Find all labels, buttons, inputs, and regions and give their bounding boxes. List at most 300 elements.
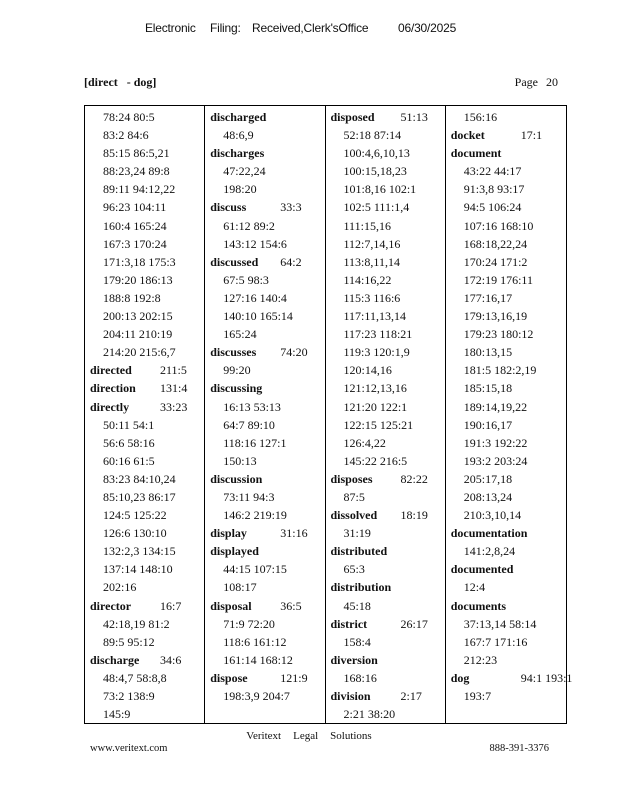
- index-entry-line: [451, 452, 566, 470]
- index-word: director: [90, 598, 132, 613]
- index-ref: 121:20 122:1: [343, 399, 408, 414]
- index-column-4: [446, 106, 573, 723]
- index-ref: 26:17: [400, 616, 428, 631]
- index-word: disposed: [330, 110, 375, 124]
- index-entry-line: [450, 669, 573, 687]
- index-word: discharge: [90, 652, 140, 667]
- index-entry-line: [451, 488, 566, 506]
- index-ref: 119:3 120:1,9: [343, 345, 410, 360]
- index-ref: 42:18,19 81:2: [103, 616, 170, 631]
- index-ref: 188:8 192:8: [103, 290, 161, 305]
- index-ref: 33:3: [280, 200, 302, 215]
- index-ref: 73:11 94:3: [223, 489, 275, 504]
- index-ref: 17:1: [520, 128, 543, 143]
- index-entry-line: [451, 398, 566, 416]
- index-entry-line: [90, 325, 204, 343]
- index-word: distribution: [330, 580, 392, 595]
- index-entry-line: [331, 289, 445, 307]
- index-ref: 120:14,16: [343, 363, 392, 378]
- index-entry-line: [331, 198, 445, 216]
- index-entry: [210, 144, 324, 198]
- index-ref: 118:16 127:1: [223, 435, 287, 450]
- index-ref: 131:4: [160, 381, 188, 396]
- index-ref: 102:5 111:1,4: [343, 200, 410, 215]
- index-ref: 78:24 80:5: [103, 110, 155, 124]
- index-ref: 193:2 203:24: [463, 453, 528, 468]
- index-entry-line: [90, 615, 204, 633]
- index-entry-line: [451, 253, 566, 271]
- index-entry: [331, 687, 445, 723]
- index-entry-line: [90, 126, 204, 144]
- footer-company-3: Solutions: [330, 730, 372, 742]
- index-ref: 200:13 202:15: [103, 309, 173, 324]
- index-entry-line: [331, 488, 445, 506]
- index-ref: 43:22 44:17: [463, 164, 522, 179]
- index-entry-line: [210, 144, 324, 162]
- index-entry-line: [210, 217, 324, 235]
- index-ref: 44:15 107:15: [223, 562, 287, 577]
- index-ref: 193:7: [463, 689, 492, 703]
- index-entry-line: [90, 506, 204, 524]
- index-ref: 137:14 148:10: [103, 562, 173, 577]
- index-ref: 16:13 53:13: [223, 399, 281, 414]
- index-entry-line: [210, 361, 324, 379]
- index-ref: 190:16,17: [463, 417, 513, 432]
- index-ref: 37:13,14 58:14: [463, 616, 537, 631]
- index-entry-line: [90, 578, 204, 596]
- index-entry-line: [331, 271, 445, 289]
- index-entry: [210, 198, 324, 252]
- index-entry-line: [210, 325, 324, 343]
- index-ref: 48:4,7 58:8,8: [103, 670, 167, 685]
- index-entry-line: [210, 633, 324, 651]
- index-ref: 94:1 193:1: [520, 670, 573, 685]
- index-entry-line: [331, 687, 445, 705]
- index-entry-line: [331, 560, 445, 578]
- index-ref: 114:16,22: [343, 272, 392, 287]
- index-word: distributed: [330, 544, 388, 559]
- index-word: documented: [450, 562, 514, 577]
- index-ref: 181:5 182:2,19: [463, 363, 537, 378]
- index-entry-line: [210, 416, 324, 434]
- index-entry: [90, 379, 204, 397]
- index-entry-line: [90, 217, 204, 235]
- index-ref: 177:16,17: [463, 290, 513, 305]
- index-ref: 143:12 154:6: [223, 236, 287, 251]
- index-word: discussion: [210, 471, 263, 486]
- index-ref: 99:20: [223, 363, 251, 378]
- index-ref: 202:16: [103, 580, 137, 595]
- index-word: division: [330, 689, 371, 703]
- index-entry-line: [210, 235, 324, 253]
- index-entry-line: [210, 434, 324, 452]
- page-label: Page: [514, 75, 538, 89]
- index-entry-line: [451, 217, 566, 235]
- index-entry-line: [451, 162, 566, 180]
- index-entry-line: [451, 542, 566, 560]
- index-ref: 211:5: [160, 363, 187, 378]
- index-range: [direct - dog]: [84, 75, 157, 89]
- index-entry-line: [331, 144, 445, 162]
- index-ref: 115:3 116:6: [343, 290, 401, 305]
- index-entry: [451, 126, 566, 144]
- index-ref: 121:12,13,16: [343, 381, 407, 396]
- index-ref: 214:20 215:6,7: [103, 345, 176, 360]
- index-entry-line: [331, 434, 445, 452]
- index-ref: 100:15,18,23: [343, 164, 407, 179]
- index-entry-line: [331, 452, 445, 470]
- index-entry-line: [210, 452, 324, 470]
- index-entry-line: [331, 669, 445, 687]
- index-ref: 64:7 89:10: [223, 417, 275, 432]
- index-entry: [331, 651, 445, 687]
- index-entry: [331, 470, 445, 506]
- index-entry-line: [331, 235, 445, 253]
- index-entry: [210, 524, 324, 542]
- index-entry-line: [331, 542, 445, 560]
- index-word: discharged: [210, 110, 267, 124]
- index-entry-line: [331, 651, 445, 669]
- index-ref: 121:9: [280, 670, 308, 685]
- index-entry: [331, 578, 445, 614]
- index-entry-line: [210, 506, 324, 524]
- index-entry-line: [90, 560, 204, 578]
- index-ref: 161:14 168:12: [223, 652, 293, 667]
- index-ref: 150:13: [223, 453, 257, 468]
- index-ref: 65:3: [343, 562, 365, 577]
- index-entry: [90, 361, 204, 379]
- index-ref: 198:3,9 204:7: [223, 689, 290, 703]
- header-filing: Filing:: [210, 21, 241, 35]
- index-entry-line: [90, 198, 204, 216]
- index-entry: [210, 470, 324, 524]
- index-ref: 160:4 165:24: [103, 218, 167, 233]
- index-entry-line: [451, 325, 566, 343]
- word-index-table: [84, 105, 573, 724]
- footer-website: www.veritext.com: [90, 743, 168, 754]
- index-ref: 12:4: [463, 580, 486, 595]
- index-column-1: [85, 106, 205, 723]
- index-ref: 48:6,9: [223, 128, 254, 143]
- index-entry-line: [90, 687, 204, 705]
- index-ref: 89:5 95:12: [103, 634, 155, 649]
- index-word: documents: [450, 598, 507, 613]
- index-entry-line: [451, 126, 566, 144]
- index-entry: [210, 669, 324, 705]
- index-ref: 31:16: [280, 526, 308, 541]
- index-entry-line: [90, 651, 204, 669]
- index-entry: [331, 542, 445, 578]
- index-entry-line: [451, 651, 566, 669]
- index-entry: [90, 597, 204, 651]
- index-word: disposes: [330, 471, 373, 486]
- index-entry-line: [90, 705, 204, 723]
- index-entry-line: [210, 289, 324, 307]
- index-entry-line: [90, 452, 204, 470]
- index-entry: [451, 560, 566, 596]
- index-word: docket: [450, 128, 485, 143]
- index-entry-line: [331, 398, 445, 416]
- index-ref: 117:23 118:21: [343, 327, 413, 342]
- index-entry-line: [90, 307, 204, 325]
- index-word: dissolved: [330, 508, 378, 523]
- index-entry-line: [331, 361, 445, 379]
- index-entry-line: [90, 398, 204, 416]
- index-entry-line: [451, 289, 566, 307]
- index-entry-line: [451, 144, 566, 162]
- index-column-3: [326, 106, 446, 723]
- index-word: direction: [90, 381, 136, 396]
- index-ref: 179:23 180:12: [463, 327, 534, 342]
- index-entry-line: [210, 578, 324, 596]
- index-entry-line: [451, 108, 566, 126]
- index-ref: 88:23,24 89:8: [103, 164, 170, 179]
- index-entry: [331, 506, 445, 542]
- index-entry-line: [210, 343, 324, 361]
- index-entry-line: [210, 307, 324, 325]
- index-entry-line: [210, 379, 324, 397]
- index-ref: 85:10,23 86:17: [103, 489, 176, 504]
- index-entry-line: [90, 361, 204, 379]
- index-entry-line: [331, 325, 445, 343]
- index-entry: [450, 669, 573, 705]
- index-entry: [210, 542, 324, 596]
- index-entry-line: [451, 597, 566, 615]
- index-entry-line: [210, 253, 324, 271]
- index-entry-line: [210, 470, 324, 488]
- footer-company-2: Legal: [293, 730, 319, 742]
- index-ref: 165:24: [223, 327, 257, 342]
- index-ref: 127:16 140:4: [223, 290, 287, 305]
- index-ref: 51:13: [400, 110, 428, 124]
- index-entry-line: [451, 180, 566, 198]
- index-ref: 198:20: [223, 182, 257, 197]
- index-entry-line: [451, 235, 566, 253]
- index-entry-line: [331, 416, 445, 434]
- index-entry-line: [331, 253, 445, 271]
- index-entry-line: [90, 597, 204, 615]
- index-entry-line: [90, 235, 204, 253]
- index-entry-line: [331, 343, 445, 361]
- index-word: directed: [90, 363, 132, 378]
- index-entry-line: [451, 687, 566, 705]
- index-ref: 36:5: [280, 598, 302, 613]
- index-ref: 112:7,14,16: [343, 236, 401, 251]
- index-word: discuss: [210, 200, 247, 215]
- index-entry-line: [331, 705, 445, 723]
- index-ref: 85:15 86:5,21: [103, 146, 170, 161]
- index-entry-line: [90, 144, 204, 162]
- index-entry: [90, 108, 204, 361]
- index-ref: 117:11,13,14: [343, 309, 406, 324]
- index-ref: 170:24 171:2: [463, 254, 528, 269]
- index-entry-line: [90, 488, 204, 506]
- index-entry-line: [451, 307, 566, 325]
- index-ref: 71:9 72:20: [223, 616, 275, 631]
- index-ref: 31:19: [343, 526, 371, 541]
- index-entry-line: [90, 524, 204, 542]
- index-ref: 179:13,16,19: [463, 309, 528, 324]
- index-entry: [451, 524, 566, 560]
- index-entry-line: [451, 524, 566, 542]
- index-ref: 172:19 176:11: [463, 272, 533, 287]
- index-word: discharges: [210, 146, 265, 161]
- index-entry-line: [331, 307, 445, 325]
- index-entry-line: [210, 597, 324, 615]
- page-number: 20: [546, 75, 558, 89]
- index-ref: 61:12 89:2: [223, 218, 275, 233]
- index-ref: 168:18,22,24: [463, 236, 528, 251]
- index-entry-line: [210, 108, 324, 126]
- index-entry: [210, 253, 324, 343]
- index-ref: 189:14,19,22: [463, 399, 528, 414]
- index-word: dog: [450, 670, 470, 685]
- header-date: 06/30/2025: [398, 21, 457, 35]
- index-word: discussed: [210, 254, 259, 269]
- index-entry-line: [331, 379, 445, 397]
- index-entry-line: [210, 669, 324, 687]
- index-entry-line: [90, 180, 204, 198]
- index-entry-line: [210, 687, 324, 705]
- index-ref: 87:5: [343, 489, 365, 504]
- index-entry-line: [331, 578, 445, 596]
- index-ref: 156:16: [463, 110, 498, 124]
- index-entry: [90, 398, 204, 597]
- index-entry-line: [210, 398, 324, 416]
- index-entry-line: [210, 198, 324, 216]
- index-entry-line: [210, 271, 324, 289]
- index-entry-line: [210, 651, 324, 669]
- page-number-block: [515, 75, 558, 90]
- index-ref: 179:20 186:13: [103, 272, 173, 287]
- index-ref: 73:2 138:9: [103, 689, 155, 703]
- index-ref: 145:9: [103, 707, 131, 722]
- index-entry-line: [451, 198, 566, 216]
- index-ref: 52:18 87:14: [343, 128, 402, 143]
- index-entry-line: [210, 126, 324, 144]
- index-entry: [451, 144, 566, 524]
- index-ref: 50:11 54:1: [103, 417, 155, 432]
- index-ref: 96:23 104:11: [103, 200, 167, 215]
- index-column-2: [205, 106, 325, 723]
- index-ref: 126:6 130:10: [103, 526, 167, 541]
- index-word: discusses: [210, 345, 257, 360]
- index-entry-line: [210, 615, 324, 633]
- index-ref: 191:3 192:22: [463, 435, 528, 450]
- index-entry-line: [90, 289, 204, 307]
- index-entry-line: [90, 253, 204, 271]
- index-entry-line: [331, 180, 445, 198]
- index-ref: 107:16 168:10: [463, 218, 534, 233]
- index-ref: 208:13,24: [463, 489, 513, 504]
- index-word: displayed: [210, 544, 259, 559]
- index-entry-line: [90, 271, 204, 289]
- index-ref: 205:17,18: [463, 471, 513, 486]
- index-ref: 82:22: [400, 471, 428, 486]
- index-ref: 212:23: [463, 652, 498, 667]
- index-entry-line: [90, 542, 204, 560]
- index-ref: 83:23 84:10,24: [103, 471, 176, 486]
- index-ref: 2:21 38:20: [343, 707, 396, 722]
- index-entry-line: [90, 470, 204, 488]
- index-ref: 204:11 210:19: [103, 327, 173, 342]
- index-ref: 126:4,22: [343, 435, 386, 450]
- index-entry-line: [331, 217, 445, 235]
- index-entry-line: [90, 162, 204, 180]
- index-entry-line: [451, 416, 566, 434]
- index-entry: [331, 615, 445, 651]
- index-entry: [451, 597, 566, 669]
- index-entry-line: [90, 379, 204, 397]
- index-entry-line: [451, 560, 566, 578]
- index-ref: 89:11 94:12,22: [103, 182, 176, 197]
- index-word: disposal: [210, 598, 252, 613]
- index-word: diversion: [330, 652, 378, 667]
- index-ref: 18:19: [400, 508, 428, 523]
- index-ref: 118:6 161:12: [223, 634, 287, 649]
- index-entry-line: [451, 434, 566, 452]
- index-entry-line: [331, 506, 445, 524]
- index-ref: 132:2,3 134:15: [103, 544, 176, 559]
- index-ref: 64:2: [280, 254, 302, 269]
- index-ref: 60:16 61:5: [103, 453, 155, 468]
- index-ref: 94:5 106:24: [463, 200, 522, 215]
- index-ref: 158:4: [343, 634, 371, 649]
- index-entry-line: [331, 615, 445, 633]
- index-entry: [90, 651, 204, 723]
- index-entry: [210, 108, 324, 144]
- index-entry-line: [331, 108, 445, 126]
- index-ref: 74:20: [280, 345, 308, 360]
- index-ref: 145:22 216:5: [343, 453, 408, 468]
- index-ref: 33:23: [160, 399, 188, 414]
- index-entry-line: [451, 470, 566, 488]
- footer-phone: 888-391-3376: [489, 743, 549, 754]
- index-word: documentation: [450, 526, 528, 541]
- index-ref: 56:6 58:16: [103, 435, 155, 450]
- footer-company-1: Veritext: [246, 730, 282, 742]
- index-ref: 210:3,10,14: [463, 508, 522, 523]
- index-entry-line: [451, 271, 566, 289]
- index-ref: 45:18: [343, 598, 371, 613]
- header-received: Received,Clerk'sOffice: [252, 21, 369, 35]
- index-entry-line: [90, 416, 204, 434]
- index-entry-line: [331, 470, 445, 488]
- index-ref: 47:22,24: [223, 164, 266, 179]
- index-word: discussing: [210, 381, 263, 396]
- index-entry-line: [210, 488, 324, 506]
- index-entry-line: [331, 633, 445, 651]
- index-entry: [210, 597, 324, 669]
- index-ref: 101:8,16 102:1: [343, 182, 417, 197]
- index-entry-line: [451, 506, 566, 524]
- index-entry-line: [451, 343, 566, 361]
- index-ref: 113:8,11,14: [343, 254, 400, 269]
- index-ref: 146:2 219:19: [223, 508, 287, 523]
- index-ref: 16:7: [160, 598, 182, 613]
- index-ref: 168:16: [343, 670, 377, 685]
- index-entry-line: [331, 597, 445, 615]
- index-ref: 124:5 125:22: [103, 508, 167, 523]
- index-ref: 141:2,8,24: [463, 544, 516, 559]
- index-ref: 180:13,15: [463, 345, 513, 360]
- index-word: directly: [90, 399, 130, 414]
- index-entry-line: [451, 615, 566, 633]
- index-entry-line: [90, 669, 204, 687]
- index-ref: 111:15,16: [343, 218, 391, 233]
- index-ref: 34:6: [160, 652, 182, 667]
- index-word: district: [330, 616, 368, 631]
